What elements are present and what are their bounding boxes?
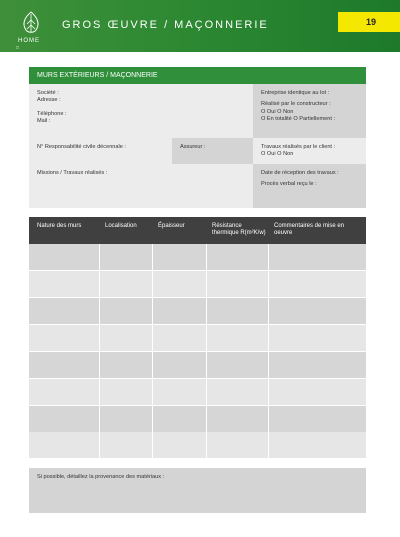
column-divider: [206, 244, 207, 458]
travaux-client-cell[interactable]: [253, 138, 366, 164]
col-epaisseur: Épaisseur: [158, 223, 185, 229]
col-nature: Nature des murs: [37, 223, 82, 229]
label-proces-verbal: Procès verbal reçu le :: [261, 181, 317, 188]
table-row[interactable]: [29, 244, 366, 270]
column-divider: [268, 244, 269, 458]
table-header: [29, 217, 366, 244]
svg-text:□: □: [16, 45, 20, 50]
label-societe: Société :: [37, 90, 59, 96]
missions-cell[interactable]: [29, 164, 253, 208]
table-row[interactable]: [29, 271, 366, 297]
label-adresse: Adresse :: [37, 97, 61, 104]
col-localisation: Localisation: [105, 223, 137, 229]
page-title: GROS ŒUVRE / MAÇONNERIE: [62, 19, 269, 31]
label-entreprise-identique: Entreprise identique au lot :: [261, 90, 330, 96]
column-divider: [152, 244, 153, 458]
table-row[interactable]: [29, 406, 366, 432]
section-title: MURS EXTÉRIEURS / MAÇONNERIE: [29, 67, 366, 84]
table-row[interactable]: [29, 352, 366, 378]
option-totalite[interactable]: O En totalité O Partiellement :: [261, 116, 335, 123]
label-date-reception: Date de réception des travaux :: [261, 170, 339, 176]
assureur-cell[interactable]: [172, 138, 253, 164]
label-travaux-client: Travaux réalisés par le client :: [261, 144, 336, 150]
home-logo-icon: [14, 10, 48, 50]
table-row[interactable]: [29, 298, 366, 324]
table-row[interactable]: [29, 432, 366, 458]
col-commentaires: Commentaires de mise en oeuvre: [274, 223, 345, 236]
option-oui-non[interactable]: O Oui O Non: [261, 108, 294, 115]
label-provenance: Si possible, détaillez la provenance des matériaux :: [37, 474, 165, 480]
label-responsabilite: N° Responsabilité civile décennale :: [37, 144, 126, 150]
materials-provenance-cell[interactable]: [29, 468, 366, 513]
col-resistance: Résistance thermique R(m²K/w): [212, 223, 266, 236]
logo-text: HOME: [18, 38, 40, 44]
company-info-cell[interactable]: [29, 84, 253, 138]
option-oui-non-2[interactable]: O Oui O Non: [261, 151, 294, 158]
label-mail: Mail :: [37, 118, 51, 125]
label-missions: Missions / Travaux réalisés :: [37, 170, 108, 176]
page-number-badge: 19: [338, 12, 400, 32]
page-header: [0, 0, 400, 52]
entreprise-cell[interactable]: [253, 84, 366, 138]
reception-cell[interactable]: [253, 164, 366, 208]
label-realise-constructeur: Réalisé par le constructeur :: [261, 101, 331, 108]
table-row[interactable]: [29, 379, 366, 405]
label-assureur: Assureur :: [180, 144, 206, 150]
label-telephone: Téléphone :: [37, 110, 67, 117]
column-divider: [99, 244, 100, 458]
responsabilite-cell[interactable]: [29, 138, 172, 164]
table-row[interactable]: [29, 325, 366, 351]
